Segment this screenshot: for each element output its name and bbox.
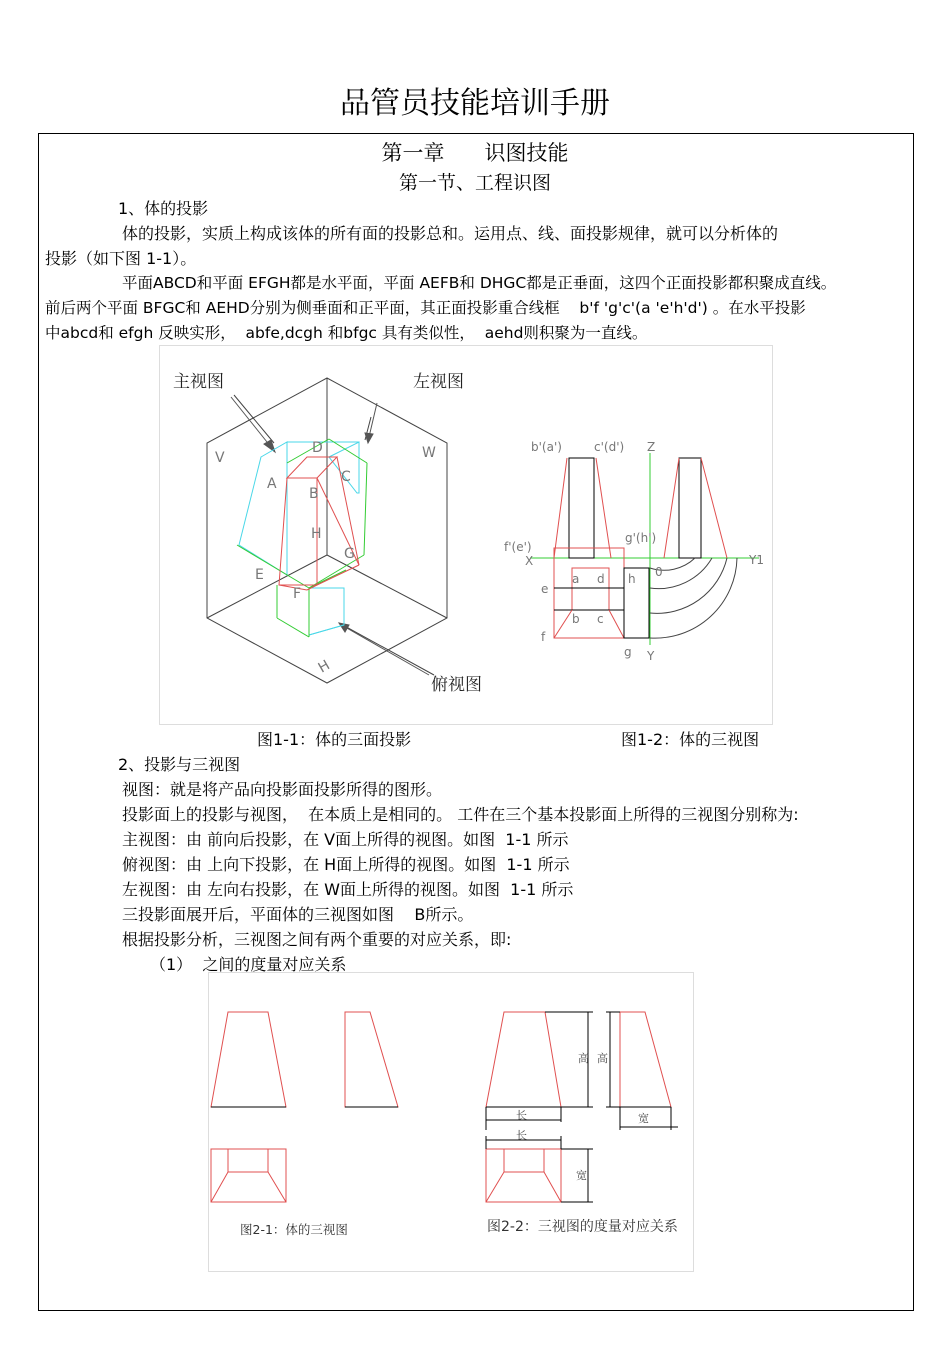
- svg-text:a: a: [572, 572, 580, 586]
- figure-caption: 图1-1：体的三面投影: [257, 730, 412, 749]
- paragraph-line: （1） 之间的度量对应关系: [150, 955, 347, 974]
- svg-text:0: 0: [655, 565, 663, 579]
- paragraph-line: 视图：就是将产品向投影面投影所得的图形。: [122, 780, 443, 799]
- paragraph-line: 主视图：由 前向后投影，在 V面上所得的视图。如图 1-1 所示: [122, 830, 569, 849]
- svg-text:f: f: [541, 630, 546, 644]
- svg-text:X: X: [525, 554, 534, 568]
- svg-text:D: D: [312, 440, 323, 456]
- svg-text:g: g: [624, 645, 632, 659]
- figure-caption: 图2-1：体的三视图: [240, 1222, 348, 1237]
- svg-text:c: c: [597, 612, 604, 626]
- svg-text:宽: 宽: [576, 1169, 587, 1182]
- figure-caption: 图1-2：体的三视图: [621, 730, 760, 749]
- heading-projection: 1、体的投影: [118, 199, 209, 218]
- svg-text:Y1: Y1: [749, 553, 764, 567]
- svg-text:G: G: [344, 546, 355, 562]
- svg-text:c'(d'): c'(d'): [594, 440, 625, 454]
- svg-text:H: H: [315, 657, 333, 677]
- svg-text:b: b: [572, 612, 580, 626]
- paragraph-line: 投影面上的投影与视图， 在本质上是相同的。 工件在三个基本投影面上所得的三视图分别称为:: [122, 805, 799, 824]
- svg-text:Z: Z: [647, 440, 656, 454]
- svg-text:F: F: [293, 586, 302, 602]
- svg-text:B: B: [309, 486, 319, 502]
- svg-text:h: h: [628, 572, 636, 586]
- paragraph-line: 体的投影，实质上构成该体的所有面的投影总和。运用点、线、面投影规律，就可以分析体的: [122, 224, 779, 243]
- svg-text:高: 高: [578, 1052, 589, 1065]
- paragraph-line: 三投影面展开后，平面体的三视图如图 B所示。: [122, 905, 474, 924]
- svg-text:g'(h'): g'(h'): [625, 531, 657, 545]
- svg-text:长: 长: [516, 1129, 527, 1142]
- paragraph-line: 根据投影分析，三视图之间有两个重要的对应关系，即:: [122, 930, 512, 949]
- heading-three-views: 2、投影与三视图: [118, 755, 241, 774]
- label-front-view: 主视图: [173, 372, 224, 392]
- section-heading: 第一节、工程识图: [398, 172, 551, 194]
- svg-text:高: 高: [597, 1052, 608, 1065]
- chapter-heading: 第一章 识图技能: [381, 141, 569, 165]
- paragraph-line: 前后两个平面 BFGC和 AEHD分别为侧垂面和正平面，其正面投影重合线框 b'f 'g'c'(a 'e'h'd') 。在水平投影: [45, 299, 806, 317]
- svg-text:H: H: [311, 526, 322, 542]
- paragraph-line: 左视图：由 左向右投影，在 W面上所得的视图。如图 1-1 所示: [122, 880, 574, 899]
- paragraph-line: 平面ABCD和平面 EFGH都是水平面，平面 AEFB和 DHGC都是正垂面，这四个正面投影都积聚成直线。: [122, 274, 837, 292]
- svg-text:b'(a'): b'(a'): [531, 440, 562, 454]
- figure-1-projections: [159, 345, 773, 725]
- label-side-view: 左视图: [413, 372, 464, 392]
- paragraph-line: 中abcd和 efgh 反映实形， abfe,dcgh 和bfgc 具有类似性， aehd则积聚为一直线。: [45, 324, 648, 342]
- svg-text:V: V: [215, 450, 225, 466]
- paragraph-line: 投影（如下图 1-1）。: [45, 249, 197, 268]
- svg-text:e: e: [541, 582, 549, 596]
- figure-caption: 图2-2：三视图的度量对应关系: [487, 1219, 678, 1235]
- svg-text:E: E: [255, 567, 264, 583]
- svg-text:C: C: [341, 469, 351, 485]
- svg-text:Y: Y: [647, 649, 655, 663]
- page-title: 品管员技能培训手册: [340, 86, 610, 121]
- svg-text:d: d: [597, 572, 605, 586]
- figure-2-three-views: [208, 972, 694, 1272]
- svg-text:A: A: [267, 476, 277, 492]
- svg-text:f'(e'): f'(e'): [504, 540, 532, 554]
- svg-text:W: W: [422, 445, 436, 461]
- label-top-view: 俯视图: [431, 675, 482, 695]
- svg-text:长: 长: [516, 1109, 527, 1122]
- svg-text:宽: 宽: [638, 1112, 649, 1125]
- paragraph-line: 俯视图：由 上向下投影，在 H面上所得的视图。如图 1-1 所示: [122, 855, 570, 874]
